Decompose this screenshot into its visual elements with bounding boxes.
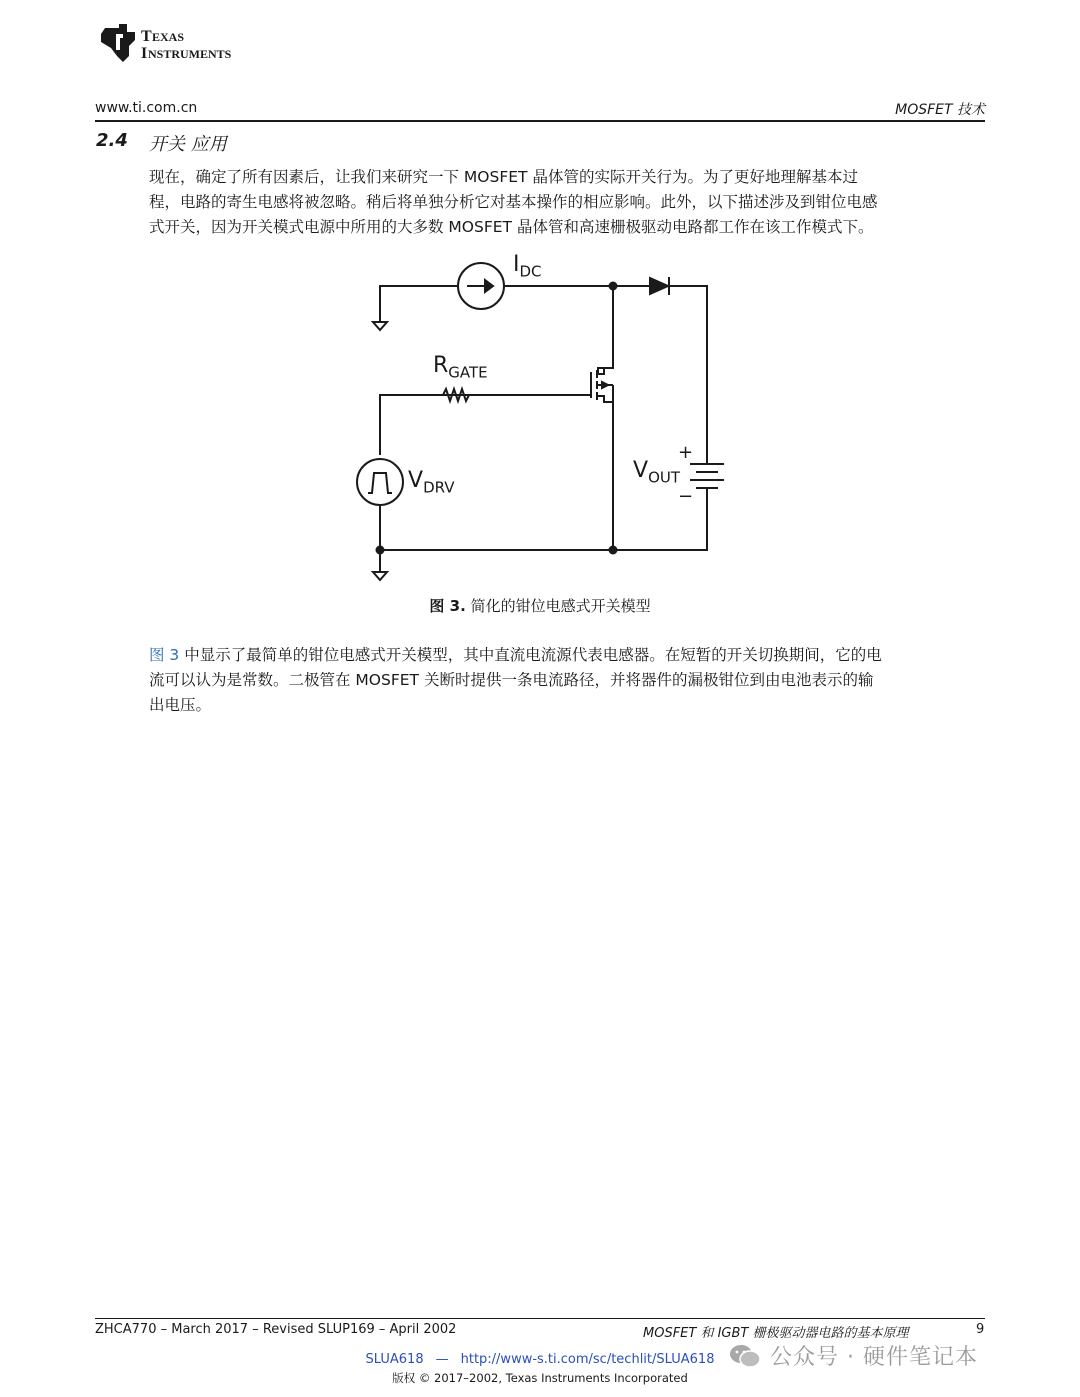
mosfet-icon <box>591 368 613 402</box>
footer-link-sep: — <box>435 1352 449 1367</box>
label-vout <box>633 458 680 486</box>
wire-gate-left <box>380 395 443 455</box>
wechat-icon <box>728 1343 762 1369</box>
resistor-icon <box>443 389 472 401</box>
label-rgate-main: R <box>433 353 449 378</box>
ground-icon-bottom <box>373 572 387 580</box>
footer-doc-title: MOSFET 和 IGBT 栅极驱动器电路的基本原理 <box>643 1326 909 1341</box>
label-idc-main: I <box>513 252 520 277</box>
svg-text:NSTRUMENTS: NSTRUMENTS <box>148 47 232 61</box>
label-vout-main: V <box>633 458 649 483</box>
footer-copyright: 版权 © 2017–2002, Texas Instruments Incorporated <box>392 1371 688 1385</box>
paragraph-intro <box>149 165 994 240</box>
paragraph-line-text: 中显示了最简单的钳位电感式开关模型，其中直流电流源代表电感器。在短暂的开关切换期间，它的电 <box>179 646 882 664</box>
section-number: 2.4 <box>96 130 128 151</box>
ti-logo <box>97 22 267 64</box>
label-vout-sub: OUT <box>648 468 681 487</box>
junction-dot <box>610 547 617 554</box>
label-rgate-sub: GATE <box>448 363 488 382</box>
diode-icon <box>650 277 669 295</box>
label-vdrv <box>408 468 454 496</box>
figure-caption-text: 简化的钳位电感式开关模型 <box>470 597 651 615</box>
watermark-text: 公众号 · 硬件笔记本 <box>770 1345 978 1370</box>
watermark <box>728 1340 978 1371</box>
figure-reference-link[interactable]: 图 3 <box>149 646 180 664</box>
circuit-diagram <box>340 250 740 595</box>
label-rgate <box>433 353 488 381</box>
label-minus: − <box>678 486 694 507</box>
paragraph-line <box>149 643 994 668</box>
label-vdrv-main: V <box>408 468 424 493</box>
paragraph-line: 出电压。 <box>149 696 212 714</box>
footer-page-number: 9 <box>976 1322 985 1337</box>
label-vdrv-sub: DRV <box>423 478 455 497</box>
header-divider <box>95 120 985 122</box>
ground-icon-top <box>373 322 387 330</box>
label-plus: + <box>678 442 694 463</box>
pulse-source-icon <box>357 459 403 505</box>
svg-text:T: T <box>141 28 152 45</box>
footer-doc-id: ZHCA770 – March 2017 – Revised SLUP169 – April 2002 <box>95 1322 457 1337</box>
label-idc-sub: DC <box>519 262 542 281</box>
section-title: 开关 应用 <box>149 134 227 155</box>
current-source-icon <box>458 263 504 309</box>
svg-text:I: I <box>141 45 148 62</box>
battery-icon <box>690 462 724 492</box>
paragraph-line: 式开关，因为开关模式电源中所用的大多数 MOSFET 晶体管和高速栅极驱动电路都工作在该工作模式下。 <box>149 218 874 236</box>
paragraph-description <box>149 643 994 718</box>
paragraph-line: 流可以认为是常数。二极管在 MOSFET 关断时提供一条电流路径，并将器件的漏极钳位到由电池表示的输 <box>149 671 874 689</box>
header-doc-topic: MOSFET 技术 <box>895 102 985 118</box>
footer-divider <box>95 1318 985 1319</box>
paragraph-line: 程，电路的寄生电感将被忽略。稍后将单独分析它对基本操作的相应影响。此外，以下描述涉及到钳位电感 <box>149 193 878 211</box>
label-idc <box>513 252 542 280</box>
wire-drain <box>598 286 613 374</box>
figure-caption <box>0 595 1080 616</box>
footer-link-id[interactable]: SLUA618 <box>365 1352 424 1367</box>
header-website[interactable]: www.ti.com.cn <box>95 100 198 116</box>
footer-link-url[interactable]: http://www-s.ti.com/sc/techlit/SLUA618 <box>460 1352 715 1367</box>
wire-left-top <box>380 286 458 322</box>
svg-text:EXAS: EXAS <box>152 30 185 44</box>
wire-bottom <box>380 492 707 550</box>
figure-caption-label: 图 3. <box>429 597 466 615</box>
wire-right-top <box>669 286 707 462</box>
paragraph-line: 现在，确定了所有因素后，让我们来研究一下 MOSFET 晶体管的实际开关行为。为了更好地理解基本过 <box>149 168 858 186</box>
